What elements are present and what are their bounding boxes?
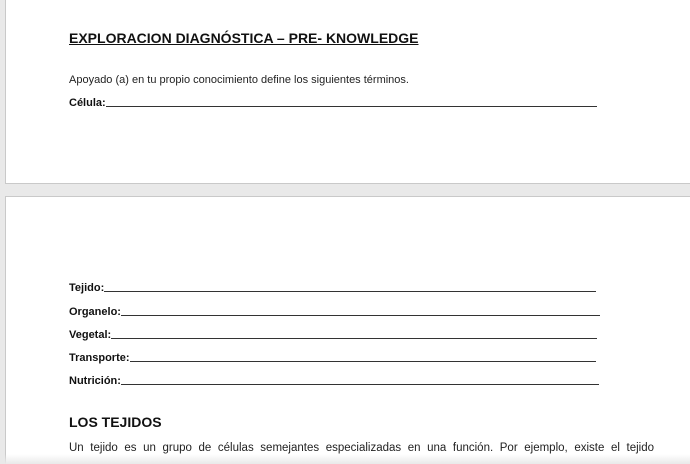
- answer-line[interactable]: [121, 384, 599, 385]
- document-page-2: [5, 196, 690, 464]
- field-transporte[interactable]: [69, 350, 596, 364]
- answer-line[interactable]: [106, 106, 597, 107]
- answer-line[interactable]: [104, 291, 596, 292]
- answer-line[interactable]: [121, 315, 600, 316]
- field-nutricion[interactable]: [69, 373, 599, 387]
- field-label: Tejido:: [69, 282, 105, 294]
- field-label: Célula:: [69, 97, 106, 109]
- field-vegetal[interactable]: [69, 327, 597, 341]
- field-celula[interactable]: [69, 95, 597, 109]
- document-page-1: [5, 0, 690, 184]
- field-organelo[interactable]: [69, 304, 600, 318]
- section-heading: LOS TEJIDOS: [69, 414, 162, 430]
- answer-line[interactable]: [111, 338, 597, 339]
- section-paragraph: Un tejido es un grupo de células semejantes especializadas en una función. Por ejemplo, existe el tejido: [69, 442, 654, 454]
- document-title: EXPLORACION DIAGNÓSTICA – PRE- KNOWLEDGE: [69, 30, 419, 46]
- field-tejido[interactable]: [69, 280, 596, 294]
- field-label: Organelo:: [69, 306, 121, 318]
- viewer-bottom-fade: [0, 454, 690, 464]
- field-label: Nutrición:: [69, 375, 121, 387]
- instruction-text: Apoyado (a) en tu propio conocimiento define los siguientes términos.: [69, 74, 409, 86]
- field-label: Vegetal:: [69, 329, 112, 341]
- answer-line[interactable]: [130, 361, 596, 362]
- field-label: Transporte:: [69, 352, 130, 364]
